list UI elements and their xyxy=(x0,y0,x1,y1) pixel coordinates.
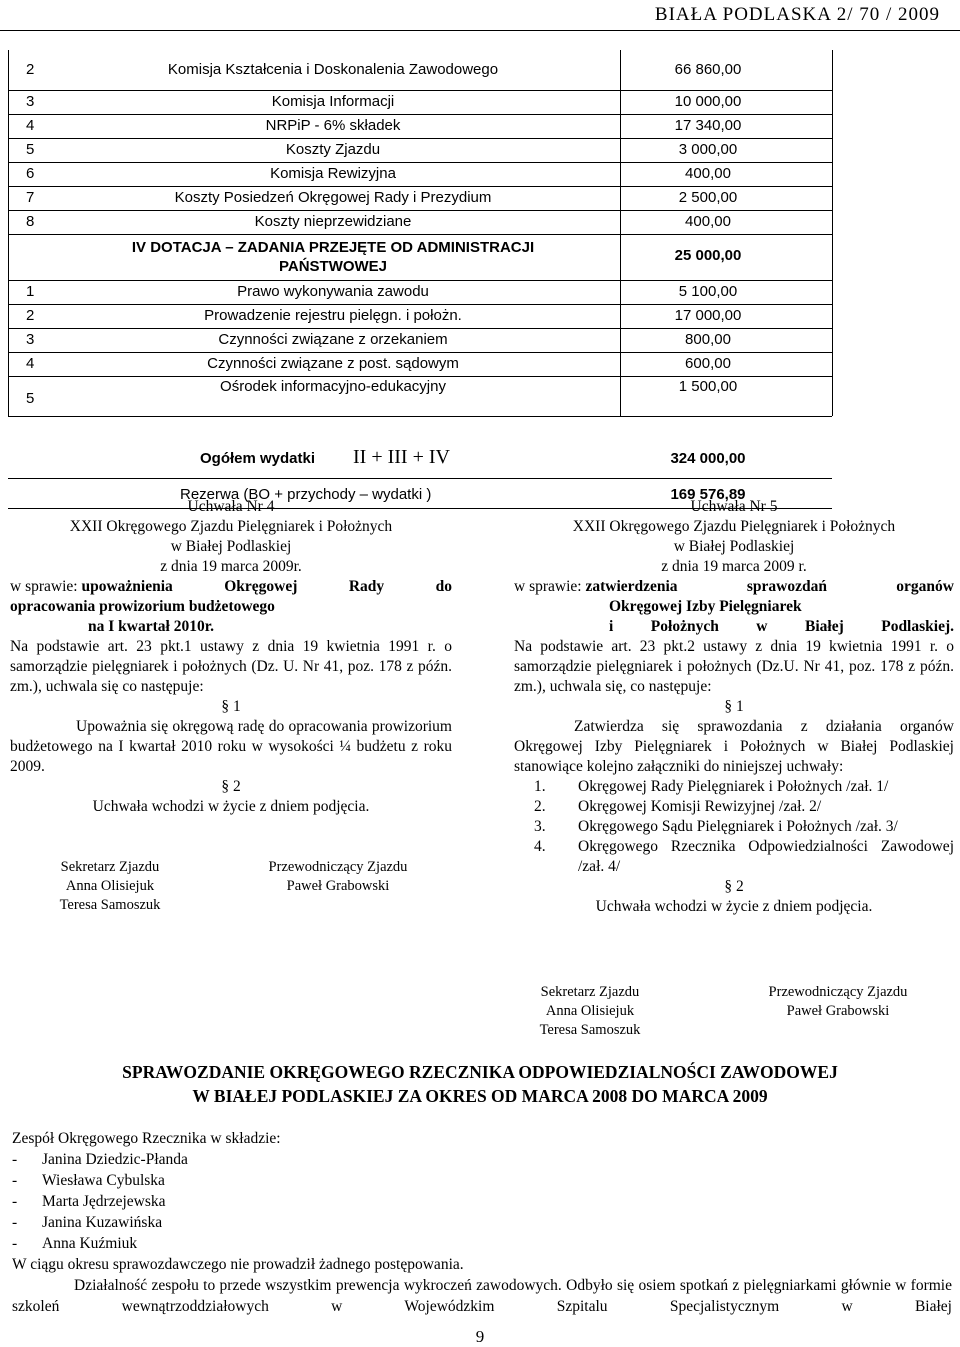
report-title-line-2: W BIAŁEJ PODLASKIEJ ZA OKRES OD MARCA 2008 DO MARCA 2009 xyxy=(192,1086,768,1106)
list-item xyxy=(534,777,954,797)
report-title xyxy=(0,1060,960,1108)
res5-subject-line2: Okręgowej Izby Pielęgniarek xyxy=(609,598,802,615)
res4-body1: XXII Okręgowego Zjazdu Pielęgniarek i Położnych xyxy=(69,518,393,535)
table-row xyxy=(8,234,832,281)
table-rule xyxy=(8,478,832,479)
res5-attachments-list xyxy=(514,777,954,877)
report-no-proceedings: W ciągu okresu sprawozdawczego nie prowadził żadnego postępowania. xyxy=(12,1256,464,1273)
list-item-number: 2. xyxy=(534,798,546,815)
list-item-text: Okręgowego Rzecznika Odpowiedzialności Zawodowej /zał. 4/ xyxy=(578,838,954,875)
res5-basis: Na podstawie art. 23 pkt.2 ustawy z dnia 19 kwietnia 1991 r. o samorządzie pielęgniarek i położnych (Dz.U. Nr 41, poz. 178 z późn. zm.), uchwala się, co następuje: xyxy=(514,638,954,695)
res4-secretary-name-1: Anna Olisiejuk xyxy=(65,878,155,894)
row-number: 5 xyxy=(26,141,35,158)
res4-date: z dnia 19 marca 2009r. xyxy=(160,558,302,575)
list-item: - Marta Jędrzejewska xyxy=(12,1193,166,1210)
row-label: Czynności związane z post. sądowym xyxy=(207,355,459,372)
res4-chair-title: Przewodniczący Zjazdu xyxy=(268,859,408,875)
row-number: 2 xyxy=(26,307,35,324)
res5-par2-text: Uchwała wchodzi w życie z dniem podjęcia. xyxy=(595,898,873,915)
res4-par2: § 2 xyxy=(221,778,241,795)
res4-subject-prefix: w sprawie: xyxy=(10,578,82,595)
row-number: 4 xyxy=(26,117,35,134)
row-label: Ośrodek informacyjno-edukacyjny xyxy=(220,378,446,395)
table-row xyxy=(8,50,832,91)
row-value: 5 100,00 xyxy=(678,283,738,300)
row-number: 2 xyxy=(26,61,35,78)
list-item xyxy=(534,797,954,817)
member-name: Janina Kuzawińska xyxy=(42,1214,163,1231)
res4-par2-text: Uchwała wchodzi w życie z dniem podjęcia. xyxy=(92,798,370,815)
res4-subject-line1: upoważnienia Okręgowej Rady do xyxy=(81,578,452,595)
res5-subject-line3: i Położnych w Białej Podlaskiej. xyxy=(609,618,954,635)
header-title: BIAŁA PODLASKA 2/ 70 / 2009 xyxy=(654,4,940,25)
report-activity: Działalność zespołu to przede wszystkim prewencja wykroczeń zawodowych. Odbyło się osiem spotkań z pielęgniarkami głównie w formie szkoleń wewnątrzoddziałowych w Wojewódzkim Szpitalu Specjalistycznym w Białej xyxy=(12,1277,952,1315)
list-item xyxy=(534,837,954,877)
res5-secretary-name-2: Teresa Samoszuk xyxy=(539,1022,641,1038)
row-label: Prowadzenie rejestru pielęgn. i położn. xyxy=(204,307,462,324)
res5-date: z dnia 19 marca 2009 r. xyxy=(661,558,807,575)
table-row xyxy=(8,304,832,329)
resolution-5 xyxy=(514,497,954,917)
list-item-text: Okręgowej Komisji Rewizyjnej /zał. 2/ xyxy=(578,798,822,815)
resolution-4 xyxy=(10,497,452,817)
res4-title: Uchwała Nr 4 xyxy=(187,498,275,515)
list-item: - Anna Kuźmiuk xyxy=(12,1235,138,1252)
table-grid-line xyxy=(832,50,833,416)
list-item-number: 3. xyxy=(534,818,546,835)
table-row xyxy=(8,376,832,417)
row-value: 17 000,00 xyxy=(674,307,742,324)
res4-chair xyxy=(240,858,436,896)
row-value: 1 500,00 xyxy=(678,378,738,395)
row-number: 8 xyxy=(26,213,35,230)
row-label: NRPiP - 6% składek xyxy=(265,117,401,134)
table-total-row xyxy=(8,446,832,472)
res4-subject xyxy=(10,577,452,597)
row-value: 800,00 xyxy=(685,331,731,348)
members-list xyxy=(12,1149,952,1254)
table-row xyxy=(8,186,832,211)
section-iv-line-2: PAŃSTWOWEJ xyxy=(278,258,388,275)
res5-body2: w Białej Podlaskiej xyxy=(673,538,795,555)
row-value: 600,00 xyxy=(685,355,731,372)
row-label: Komisja Kształcenia i Doskonalenia Zawodowego xyxy=(167,61,499,78)
list-item-number: 1. xyxy=(534,778,546,795)
res5-secretary-title: Sekretarz Zjazdu xyxy=(540,984,640,1000)
res4-par1-text: Upoważnia się okręgową radę do opracowania prowizorium budżetowego na I kwartał 2010 roku w wysokości ¼ budżetu z roku 2009. xyxy=(10,718,452,775)
table-grid-line xyxy=(8,50,9,416)
row-label: Czynności związane z orzekaniem xyxy=(218,331,448,348)
table-row xyxy=(8,138,832,163)
report-body xyxy=(12,1128,952,1317)
row-number: 3 xyxy=(26,93,35,110)
row-label: Komisja Rewizyjna xyxy=(270,165,396,182)
reserve-label: Rezerwa (BO + przychody – wydatki ) xyxy=(180,486,432,503)
list-item: - Janina Kuzawińska xyxy=(12,1214,163,1231)
row-number: 4 xyxy=(26,355,35,372)
section-iv-value: 25 000,00 xyxy=(674,247,742,264)
row-value: 400,00 xyxy=(685,165,731,182)
res5-chair-name: Paweł Grabowski xyxy=(786,1003,890,1019)
res5-subject-line1: zatwierdzenia sprawozdań organów xyxy=(585,578,954,595)
section-iv-label xyxy=(68,238,598,276)
res4-secretary xyxy=(20,858,200,915)
report-title-line-1: SPRAWOZDANIE OKRĘGOWEGO RZECZNIKA ODPOWIEDZIALNOŚCI ZAWODOWEJ xyxy=(122,1062,838,1082)
table-row xyxy=(8,352,832,377)
table-row xyxy=(8,90,832,115)
res5-subject xyxy=(514,577,954,597)
res4-par1: § 1 xyxy=(221,698,241,715)
res5-secretary-name-1: Anna Olisiejuk xyxy=(545,1003,635,1019)
res5-par2: § 2 xyxy=(724,878,744,895)
res5-chair xyxy=(740,983,936,1021)
page-number: 9 xyxy=(475,1327,485,1346)
res4-secretary-title: Sekretarz Zjazdu xyxy=(60,859,160,875)
table-row xyxy=(8,280,832,305)
res5-title: Uchwała Nr 5 xyxy=(690,498,778,515)
row-label: Koszty Zjazdu xyxy=(285,141,381,158)
res4-basis: Na podstawie art. 23 pkt.1 ustawy z dnia 19 kwietnia 1991 r. o samorządzie pielęgniarek i położnych (Dz. U. Nr 41, poz. 178 z późn. zm.), uchwala się co następuje: xyxy=(10,638,452,695)
row-number: 1 xyxy=(26,283,35,300)
res4-body2: w Białej Podlaskiej xyxy=(170,538,292,555)
row-label: Koszty Posiedzeń Okręgowej Rady i Prezydium xyxy=(174,189,492,206)
table-grid-line xyxy=(620,50,621,416)
list-item: - Janina Dziedzic-Płanda xyxy=(12,1151,188,1168)
list-item: - Wiesława Cybulska xyxy=(12,1172,165,1189)
row-value: 10 000,00 xyxy=(674,93,742,110)
res5-subject-prefix: w sprawie: xyxy=(514,578,586,595)
row-value: 2 500,00 xyxy=(678,189,738,206)
res4-secretary-name-2: Teresa Samoszuk xyxy=(59,897,161,913)
table-row xyxy=(8,114,832,139)
list-item-number: 4. xyxy=(534,838,546,855)
res5-secretary xyxy=(500,983,680,1040)
row-value: 66 860,00 xyxy=(674,61,742,78)
table-row xyxy=(8,162,832,187)
header-rule xyxy=(0,30,960,31)
row-number: 7 xyxy=(26,189,35,206)
res5-chair-title: Przewodniczący Zjazdu xyxy=(768,984,908,1000)
res5-par1: § 1 xyxy=(724,698,744,715)
list-item-text: Okręgowej Rady Pielęgniarek i Położnych /zał. 1/ xyxy=(578,778,889,795)
section-iv-line-1: IV DOTACJA – ZADANIA PRZEJĘTE OD ADMINISTRACJI xyxy=(131,239,535,256)
total-value: 324 000,00 xyxy=(670,450,746,467)
res4-chair-name: Paweł Grabowski xyxy=(286,878,390,894)
member-name: Anna Kuźmiuk xyxy=(42,1235,138,1252)
table-row xyxy=(8,328,832,353)
row-value: 3 000,00 xyxy=(678,141,738,158)
row-value: 17 340,00 xyxy=(674,117,742,134)
res5-par1-text: Zatwierdza się sprawozdania z działania organów Okręgowej Izby Pielęgniarek i Położnych w Białej Podlaskiej stanowiące kolejno załączniki do niniejszej uchwały: xyxy=(514,718,954,775)
res5-body1: XXII Okręgowego Zjazdu Pielęgniarek i Położnych xyxy=(572,518,896,535)
row-value: 400,00 xyxy=(685,213,731,230)
reserve-value: 169 576,89 xyxy=(670,486,746,503)
row-number: 3 xyxy=(26,331,35,348)
report-intro: Zespół Okręgowego Rzecznika w składzie: xyxy=(12,1130,281,1147)
row-number: 6 xyxy=(26,165,35,182)
member-name: Janina Dziedzic-Płanda xyxy=(42,1151,188,1168)
member-name: Marta Jędrzejewska xyxy=(42,1193,166,1210)
res4-subject-line2: opracowania prowizorium budżetowego xyxy=(10,598,275,615)
list-item-text: Okręgowego Sądu Pielęgniarek i Położnych /zał. 3/ xyxy=(578,818,898,835)
row-number: 5 xyxy=(26,390,35,407)
page-header xyxy=(0,0,960,30)
member-name: Wiesława Cybulska xyxy=(42,1172,165,1189)
row-label: Prawo wykonywania zawodu xyxy=(237,283,429,300)
list-item xyxy=(534,817,954,837)
table-row xyxy=(8,210,832,235)
row-label: Koszty nieprzewidziane xyxy=(254,213,412,230)
total-formula: II + III + IV xyxy=(353,446,450,468)
res4-subject-line3: na I kwartał 2010r. xyxy=(88,618,215,635)
row-label: Komisja Informacji xyxy=(271,93,395,110)
total-label: Ogółem wydatki xyxy=(200,450,316,467)
